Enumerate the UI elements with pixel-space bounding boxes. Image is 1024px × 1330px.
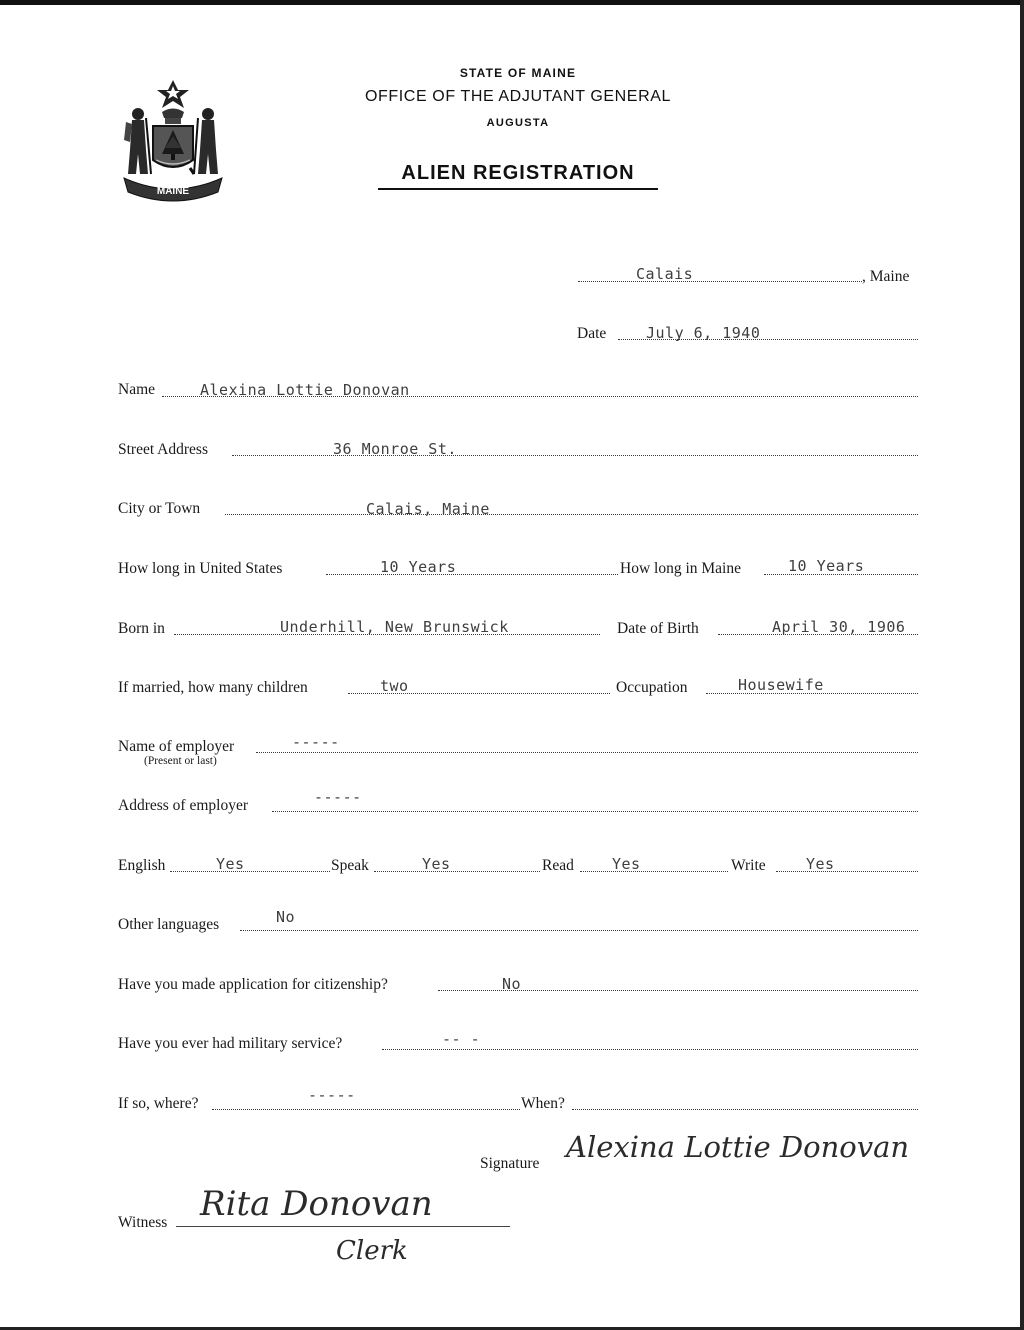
where-value: ----- bbox=[308, 1086, 356, 1104]
citizenship-label: Have you made application for citizenship? bbox=[118, 976, 388, 993]
speak-value: Yes bbox=[422, 855, 451, 873]
occupation-label: Occupation bbox=[616, 679, 688, 696]
maine-time-value: 10 Years bbox=[788, 557, 865, 575]
born-value: Underhill, New Brunswick bbox=[280, 618, 509, 636]
city-value: Calais, Maine bbox=[366, 500, 490, 518]
when-line bbox=[572, 1109, 918, 1110]
maine-time-label: How long in Maine bbox=[620, 560, 741, 577]
dob-label: Date of Birth bbox=[617, 620, 699, 637]
english-line bbox=[170, 871, 330, 872]
born-label: Born in bbox=[118, 620, 165, 637]
name-value: Alexina Lottie Donovan bbox=[200, 381, 410, 399]
employer-value: ----- bbox=[292, 733, 340, 751]
where-label: If so, where? bbox=[118, 1095, 199, 1112]
employer-address-value: ----- bbox=[314, 788, 362, 806]
place-line bbox=[578, 281, 862, 282]
witness-value: Rita Donovan bbox=[200, 1184, 433, 1224]
write-value: Yes bbox=[806, 855, 835, 873]
read-line bbox=[580, 871, 728, 872]
form-title: ALIEN REGISTRATION bbox=[378, 162, 658, 190]
where-line bbox=[212, 1109, 520, 1110]
other-languages-label: Other languages bbox=[118, 916, 220, 933]
signature-value: Alexina Lottie Donovan bbox=[566, 1130, 910, 1164]
city-label: City or Town bbox=[118, 500, 201, 517]
signature-label: Signature bbox=[480, 1155, 540, 1172]
employer-line bbox=[256, 752, 918, 753]
date-value: July 6, 1940 bbox=[646, 324, 761, 342]
speak-label: Speak bbox=[331, 857, 369, 874]
english-label: English bbox=[118, 857, 166, 874]
state-of-maine-seal-icon bbox=[118, 78, 228, 202]
street-value: 36 Monroe St. bbox=[333, 440, 457, 458]
us-time-line bbox=[326, 574, 618, 575]
header-state: STATE OF MAINE bbox=[459, 66, 577, 80]
other-languages-value: No bbox=[276, 908, 296, 926]
read-label: Read bbox=[542, 857, 574, 874]
employer-address-line bbox=[272, 811, 918, 812]
street-label: Street Address bbox=[118, 441, 208, 458]
date-label: Date bbox=[577, 325, 607, 342]
other-languages-line bbox=[240, 930, 918, 931]
witness-title: Clerk bbox=[336, 1236, 408, 1266]
children-value: two bbox=[380, 677, 409, 695]
employer-sublabel: (Present or last) bbox=[144, 755, 217, 767]
children-label: If married, how many children bbox=[118, 679, 308, 696]
write-label: Write bbox=[731, 857, 766, 874]
english-value: Yes bbox=[216, 855, 245, 873]
when-label: When? bbox=[521, 1095, 565, 1112]
scan-border-right bbox=[1020, 0, 1024, 1330]
dob-value: April 30, 1906 bbox=[772, 618, 906, 636]
employer-address-label: Address of employer bbox=[118, 797, 248, 814]
witness-line bbox=[176, 1226, 510, 1227]
scan-border-top bbox=[0, 0, 1024, 5]
employer-label: Name of employer bbox=[118, 738, 235, 755]
occupation-value: Housewife bbox=[738, 676, 824, 694]
us-time-label: How long in United States bbox=[118, 560, 283, 577]
us-time-value: 10 Years bbox=[380, 558, 457, 576]
name-label: Name bbox=[118, 381, 156, 398]
read-value: Yes bbox=[612, 855, 641, 873]
header-city: AUGUSTA bbox=[486, 117, 550, 129]
military-label: Have you ever had military service? bbox=[118, 1035, 343, 1052]
place-suffix: , Maine bbox=[862, 268, 910, 285]
citizenship-value: No bbox=[502, 975, 522, 993]
military-line bbox=[382, 1049, 918, 1050]
write-line bbox=[776, 871, 918, 872]
military-value: -- - bbox=[442, 1030, 481, 1048]
city-line bbox=[225, 514, 918, 515]
witness-label: Witness bbox=[118, 1214, 168, 1231]
header-office: OFFICE OF THE ADJUTANT GENERAL bbox=[364, 88, 672, 105]
place-value: Calais bbox=[636, 265, 694, 283]
seal-text: MAINE bbox=[156, 186, 190, 197]
speak-line bbox=[374, 871, 540, 872]
